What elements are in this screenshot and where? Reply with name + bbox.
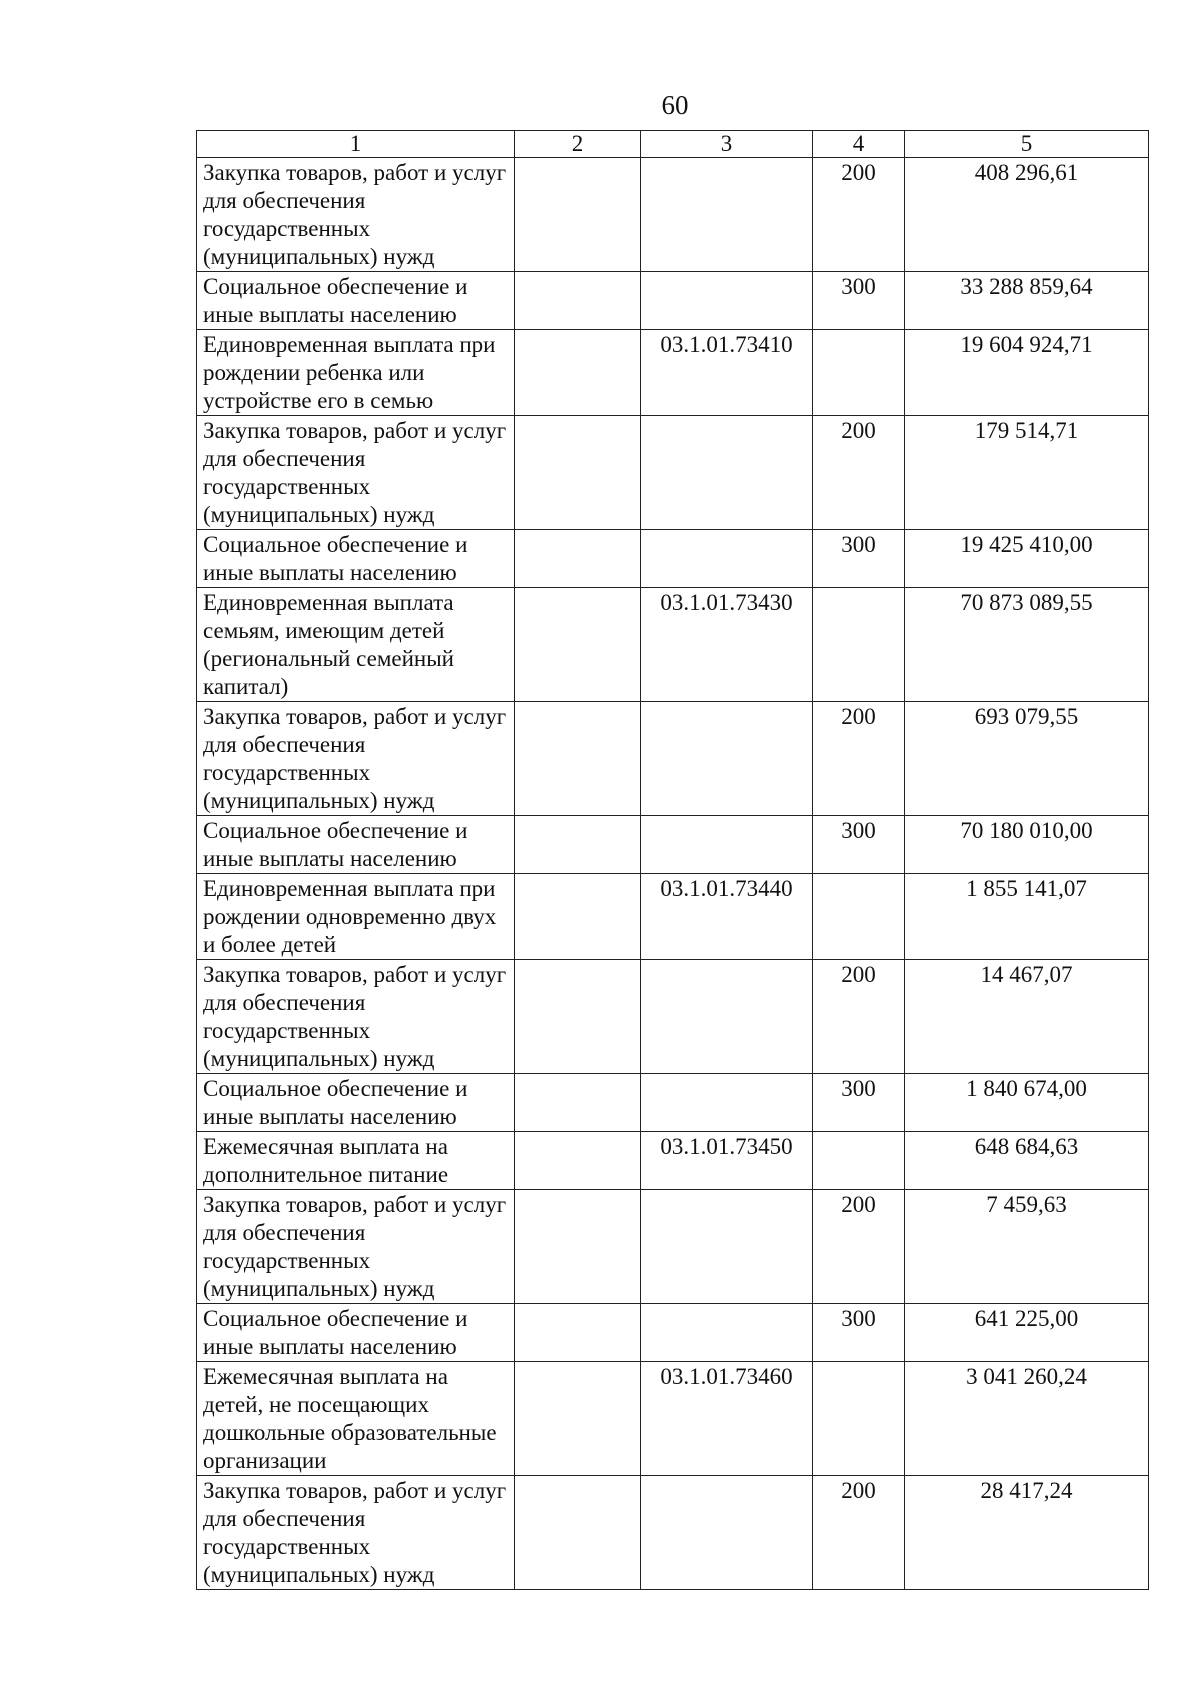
table-row [197,330,1149,416]
row-name-cell: Единовременная выплата при рождении ребенка или устройстве его в семью [197,330,515,416]
row-expense-type-cell [813,330,905,416]
row-target-code-cell [641,158,813,272]
row-expense-type-cell: 200 [813,702,905,816]
row-amount-cell: 19 425 410,00 [905,530,1149,588]
row-name-cell: Социальное обеспечение и иные выплаты населению [197,1304,515,1362]
row-amount-cell: 70 180 010,00 [905,816,1149,874]
row-col2-cell [515,1190,641,1304]
row-target-code-cell: 03.1.01.73430 [641,588,813,702]
row-name-cell: Закупка товаров, работ и услуг для обеспечения государственных (муниципальных) нужд [197,702,515,816]
row-amount-cell: 28 417,24 [905,1476,1149,1590]
row-amount-cell: 179 514,71 [905,416,1149,530]
row-expense-type-cell: 300 [813,272,905,330]
row-col2-cell [515,1362,641,1476]
page-number: 60 [661,90,689,120]
row-name-cell: Социальное обеспечение и иные выплаты населению [197,530,515,588]
row-col2-cell [515,530,641,588]
table-row [197,874,1149,960]
row-amount-cell: 408 296,61 [905,158,1149,272]
row-amount-cell: 1 855 141,07 [905,874,1149,960]
row-name-cell: Закупка товаров, работ и услуг для обеспечения государственных (муниципальных) нужд [197,158,515,272]
row-name-cell: Ежемесячная выплата на дополнительное питание [197,1132,515,1190]
row-col2-cell [515,1132,641,1190]
table-row [197,588,1149,702]
row-col2-cell [515,1304,641,1362]
table-row [197,1362,1149,1476]
row-target-code-cell [641,416,813,530]
row-name-cell: Закупка товаров, работ и услуг для обеспечения государственных (муниципальных) нужд [197,416,515,530]
row-col2-cell [515,416,641,530]
row-col2-cell [515,702,641,816]
table-row [197,272,1149,330]
row-col2-cell [515,1476,641,1590]
row-col2-cell [515,272,641,330]
budget-table [196,130,1149,1590]
table-row [197,702,1149,816]
row-target-code-cell [641,1190,813,1304]
row-target-code-cell [641,960,813,1074]
row-amount-cell: 693 079,55 [905,702,1149,816]
row-target-code-cell [641,272,813,330]
row-expense-type-cell: 200 [813,960,905,1074]
row-expense-type-cell: 300 [813,1074,905,1132]
row-target-code-cell: 03.1.01.73450 [641,1132,813,1190]
row-amount-cell: 33 288 859,64 [905,272,1149,330]
table-row [197,1190,1149,1304]
row-col2-cell [515,874,641,960]
table-body [197,158,1149,1590]
row-amount-cell: 14 467,07 [905,960,1149,1074]
row-target-code-cell: 03.1.01.73460 [641,1362,813,1476]
table-row [197,1074,1149,1132]
row-expense-type-cell [813,1362,905,1476]
table-row [197,1304,1149,1362]
row-amount-cell: 648 684,63 [905,1132,1149,1190]
row-name-cell: Закупка товаров, работ и услуг для обеспечения государственных (муниципальных) нужд [197,1476,515,1590]
row-expense-type-cell: 300 [813,816,905,874]
header-col-4: 4 [813,131,905,158]
row-name-cell: Социальное обеспечение и иные выплаты населению [197,1074,515,1132]
table-row [197,1476,1149,1590]
row-col2-cell [515,816,641,874]
row-expense-type-cell: 300 [813,530,905,588]
row-target-code-cell [641,530,813,588]
row-name-cell: Единовременная выплата семьям, имеющим детей (региональный семейный капитал) [197,588,515,702]
row-expense-type-cell: 200 [813,1190,905,1304]
row-target-code-cell [641,816,813,874]
table-row [197,960,1149,1074]
row-expense-type-cell: 200 [813,1476,905,1590]
row-name-cell: Ежемесячная выплата на детей, не посещающих дошкольные образовательные организации [197,1362,515,1476]
row-target-code-cell [641,1476,813,1590]
row-amount-cell: 641 225,00 [905,1304,1149,1362]
row-col2-cell [515,960,641,1074]
row-target-code-cell [641,702,813,816]
header-col-2: 2 [515,131,641,158]
row-expense-type-cell [813,874,905,960]
table-row [197,416,1149,530]
row-col2-cell [515,588,641,702]
header-col-5: 5 [905,131,1149,158]
row-name-cell: Единовременная выплата при рождении одновременно двух и более детей [197,874,515,960]
row-target-code-cell: 03.1.01.73410 [641,330,813,416]
row-amount-cell: 3 041 260,24 [905,1362,1149,1476]
row-target-code-cell [641,1304,813,1362]
header-col-3: 3 [641,131,813,158]
row-name-cell: Социальное обеспечение и иные выплаты населению [197,272,515,330]
row-amount-cell: 70 873 089,55 [905,588,1149,702]
row-name-cell: Закупка товаров, работ и услуг для обеспечения государственных (муниципальных) нужд [197,1190,515,1304]
row-target-code-cell [641,1074,813,1132]
row-target-code-cell: 03.1.01.73440 [641,874,813,960]
row-name-cell: Закупка товаров, работ и услуг для обеспечения государственных (муниципальных) нужд [197,960,515,1074]
row-expense-type-cell: 200 [813,158,905,272]
table-row [197,530,1149,588]
table-row [197,1132,1149,1190]
header-col-1: 1 [197,131,515,158]
row-expense-type-cell: 300 [813,1304,905,1362]
row-amount-cell: 1 840 674,00 [905,1074,1149,1132]
row-name-cell: Социальное обеспечение и иные выплаты населению [197,816,515,874]
table-row [197,158,1149,272]
row-expense-type-cell [813,1132,905,1190]
table-row [197,816,1149,874]
row-col2-cell [515,330,641,416]
row-col2-cell [515,158,641,272]
row-amount-cell: 19 604 924,71 [905,330,1149,416]
row-expense-type-cell: 200 [813,416,905,530]
row-col2-cell [515,1074,641,1132]
table-header-row [197,131,1149,158]
row-amount-cell: 7 459,63 [905,1190,1149,1304]
row-expense-type-cell [813,588,905,702]
